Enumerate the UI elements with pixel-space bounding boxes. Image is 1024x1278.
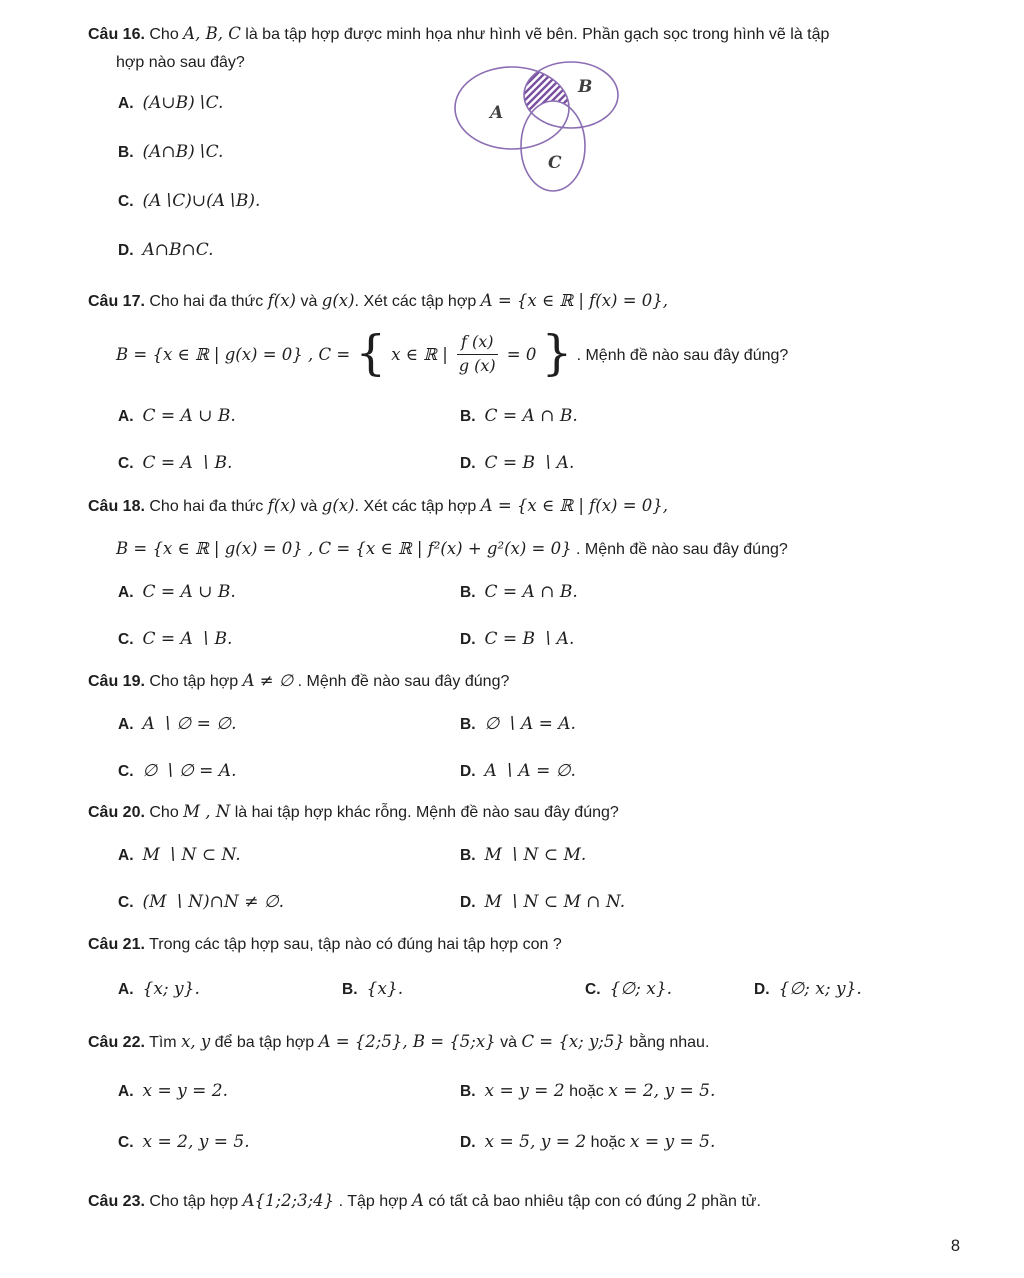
math-run: C = B ∖ A. (484, 629, 575, 649)
question-number: Câu 21. (88, 936, 145, 953)
text-run: Cho (144, 26, 184, 43)
answer-option (118, 238, 964, 263)
question-22 (88, 1028, 964, 1155)
math-run: A, B, C (183, 24, 241, 43)
text-run: Cho hai đa thức (144, 293, 268, 310)
option-letter: C. (118, 455, 134, 472)
option-letter: A. (118, 584, 134, 601)
option-letter: C. (118, 1134, 134, 1151)
answer-option (118, 1079, 460, 1104)
answer-option (585, 977, 754, 1002)
text-run: Cho hai đa thức (144, 498, 268, 515)
answer-option (118, 404, 460, 429)
option-letter: B. (342, 981, 358, 998)
math-run: C = B ∖ A. (484, 453, 575, 473)
math-run: ∅ ∖ ∅ = A. (142, 761, 237, 781)
answer-option (460, 759, 964, 784)
answer-option (118, 580, 460, 605)
big-brace: { (355, 324, 386, 381)
answer-option (118, 712, 460, 737)
math-run: (A∪B)∖C. (142, 93, 224, 113)
text-run: và (296, 293, 322, 310)
answer-option (754, 977, 964, 1002)
question-stem (88, 287, 964, 396)
answer-option (460, 712, 964, 737)
answer-option (460, 1079, 964, 1104)
option-letter: D. (460, 894, 476, 911)
option-letter: D. (460, 763, 476, 780)
answer-option (118, 1130, 460, 1155)
question-stem (88, 1028, 964, 1057)
question-stem (88, 667, 964, 696)
math-run: {x}. (366, 979, 404, 999)
question-17 (88, 287, 964, 476)
math-run: g(x) (321, 291, 355, 310)
text-run: Cho tập hợp (144, 1193, 243, 1210)
question-number: Câu 19. (88, 673, 145, 690)
math-run: (A∩B)∖C. (142, 142, 224, 162)
text-run: . Mệnh đề nào sau đây đúng? (572, 347, 789, 364)
text-run: là ba tập hợp được minh họa như hình vẽ bên. Phần gạch sọc trong hình vẽ là tập (240, 26, 830, 43)
stem-line (88, 931, 964, 959)
math-run: A ∖ A = ∅. (484, 761, 576, 781)
math-run: x = 2, y = 5. (608, 1081, 716, 1101)
question-18 (88, 492, 964, 652)
option-letter: A. (118, 408, 134, 425)
options-list (118, 404, 964, 476)
stem-line (88, 1187, 964, 1216)
math-run: B = {x ∈ ℝ | g(x) = 0} , C = {x ∈ ℝ | f²(x) + g²(x) = 0} (116, 539, 572, 558)
question-number: Câu 23. (88, 1193, 145, 1210)
option-letter: A. (118, 95, 134, 112)
option-letter: C. (118, 193, 134, 210)
math-run: A ≠ ∅ (242, 671, 294, 690)
math-run: x = y = 2 (484, 1081, 565, 1101)
math-run: {∅; x; y}. (778, 979, 862, 999)
math-run: x = 5, y = 2 (484, 1132, 587, 1152)
text-run: có tất cả bao nhiêu tập con có đúng (423, 1193, 687, 1210)
question-stem (88, 1187, 964, 1216)
venn-diagram (450, 56, 630, 198)
set-b-label: B (578, 77, 593, 97)
question-number: Câu 16. (88, 26, 145, 43)
option-letter: C. (585, 981, 601, 998)
math-run: (M ∖ N)∩N ≠ ∅. (142, 892, 285, 912)
answer-option (118, 843, 460, 868)
math-run: {x; y}. (142, 979, 200, 999)
question-number: Câu 20. (88, 804, 145, 821)
option-letter: B. (460, 584, 476, 601)
option-letter: C. (118, 894, 134, 911)
question-stem (88, 492, 964, 564)
option-letter: D. (460, 455, 476, 472)
answer-option (460, 890, 964, 915)
math-run: (A∖C)∪(A∖B). (142, 191, 261, 211)
math-run: C = A ∪ B. (142, 582, 236, 602)
stem-line (116, 316, 964, 396)
options-list (118, 580, 964, 652)
text-run: . Mệnh đề nào sau đây đúng? (571, 541, 788, 558)
math-run: C = {x; y;5} (521, 1032, 625, 1051)
math-run: {∅; x}. (609, 979, 673, 999)
option-letter: D. (460, 631, 476, 648)
math-run: A = {2;5}, B = {5;x} (318, 1032, 496, 1051)
option-letter: A. (118, 847, 134, 864)
math-run: A = {x ∈ ℝ | f(x) = 0}, (480, 291, 669, 310)
option-letter: B. (460, 1083, 476, 1100)
math-run: x = y = 2. (142, 1081, 229, 1101)
math-run: A = {x ∈ ℝ | f(x) = 0}, (480, 496, 669, 515)
stem-line (88, 667, 964, 696)
text-run: . Mệnh đề nào sau đây đúng? (293, 673, 510, 690)
math-run: A (411, 1191, 424, 1210)
question-16 (88, 20, 964, 263)
question-19 (88, 667, 964, 784)
stem-line (88, 287, 964, 316)
question-20 (88, 798, 964, 915)
page-number: 8 (950, 1237, 960, 1255)
options-list (118, 1079, 964, 1155)
stem-line (88, 798, 964, 827)
math-run: g(x) (321, 496, 355, 515)
text-run: là hai tập hợp khác rỗng. Mệnh đề nào sau đây đúng? (230, 804, 619, 821)
math-run: M , N (183, 802, 231, 821)
option-letter: B. (460, 847, 476, 864)
text-run: để ba tập hợp (210, 1034, 319, 1051)
text-run: hợp nào sau đây? (116, 54, 245, 71)
math-run: C = A ∪ B. (142, 406, 236, 426)
fraction (457, 332, 498, 376)
math-run: f(x) (267, 496, 296, 515)
option-letter: A. (118, 981, 134, 998)
math-run: 2 (686, 1191, 697, 1210)
set-a-label: A (490, 103, 504, 123)
answer-option (118, 451, 460, 476)
option-letter: B. (460, 408, 476, 425)
answer-option (460, 580, 964, 605)
text-run: hoặc (564, 1083, 609, 1100)
option-letter: B. (118, 144, 134, 161)
options-list (118, 843, 964, 915)
math-run: x ∈ ℝ | (385, 345, 453, 364)
option-letter: B. (460, 716, 476, 733)
question-21 (88, 931, 964, 1002)
question-23 (88, 1187, 964, 1216)
math-run: A{1;2;3;4} (242, 1191, 335, 1210)
answer-option (460, 451, 964, 476)
question-stem (88, 931, 964, 959)
math-run: M ∖ N ⊂ M ∩ N. (484, 892, 626, 912)
option-letter: C. (118, 631, 134, 648)
text-run: . Xét các tập hợp (354, 498, 481, 515)
text-run: . Xét các tập hợp (354, 293, 481, 310)
text-run: Cho tập hợp (144, 673, 243, 690)
question-stem (88, 798, 964, 827)
math-run: x = 2, y = 5. (142, 1132, 250, 1152)
math-run: B = {x ∈ ℝ | g(x) = 0} , C = (116, 345, 356, 364)
text-run: Cho (144, 804, 184, 821)
big-brace: } (541, 324, 573, 381)
text-run: bằng nhau. (624, 1034, 710, 1051)
math-run: C = A ∩ B. (484, 582, 578, 602)
text-run: Trong các tập hợp sau, tập nào có đúng hai tập hợp con ? (144, 936, 562, 953)
answer-option (118, 627, 460, 652)
stem-line (88, 1028, 964, 1057)
option-letter: A. (118, 1083, 134, 1100)
math-run: C = A ∖ B. (142, 453, 233, 473)
text-run: phần tử. (696, 1193, 761, 1210)
text-run: hoặc (586, 1134, 630, 1151)
math-run: x = y = 5. (629, 1132, 716, 1152)
answer-option (460, 404, 964, 429)
stem-line (116, 535, 964, 564)
question-number: Câu 22. (88, 1034, 145, 1051)
math-run: f(x) (267, 291, 296, 310)
venn-svg (450, 56, 630, 198)
math-run: = 0 (501, 345, 542, 364)
answer-option (118, 759, 460, 784)
set-c-label: C (548, 153, 562, 173)
math-run: M ∖ N ⊂ N. (142, 845, 241, 865)
math-run: ∅ ∖ A = A. (484, 714, 576, 734)
math-run: A ∖ ∅ = ∅. (142, 714, 237, 734)
options-list (118, 977, 964, 1002)
answer-option (118, 890, 460, 915)
stem-line (88, 20, 964, 49)
math-run: C = A ∖ B. (142, 629, 233, 649)
stem-line (88, 492, 964, 521)
question-number: Câu 17. (88, 293, 145, 310)
answer-option (460, 1130, 964, 1155)
fraction-numerator: f (x) (457, 332, 498, 355)
math-run: C = A ∩ B. (484, 406, 578, 426)
answer-option (460, 627, 964, 652)
option-letter: C. (118, 763, 134, 780)
option-letter: D. (118, 242, 134, 259)
answer-option (118, 977, 342, 1002)
math-run: A∩B∩C. (142, 240, 214, 260)
text-run: . Tập hợp (334, 1193, 412, 1210)
answer-option (460, 843, 964, 868)
option-letter: A. (118, 716, 134, 733)
text-run: và (296, 498, 322, 515)
option-letter: D. (460, 1134, 476, 1151)
fraction-denominator: g (x) (458, 355, 496, 375)
text-run: Tìm (144, 1034, 182, 1051)
math-run: x, y (181, 1032, 211, 1051)
options-list (118, 712, 964, 784)
text-run: và (495, 1034, 522, 1051)
question-number: Câu 18. (88, 498, 145, 515)
answer-option (342, 977, 585, 1002)
option-letter: D. (754, 981, 770, 998)
math-run: M ∖ N ⊂ M. (484, 845, 587, 865)
